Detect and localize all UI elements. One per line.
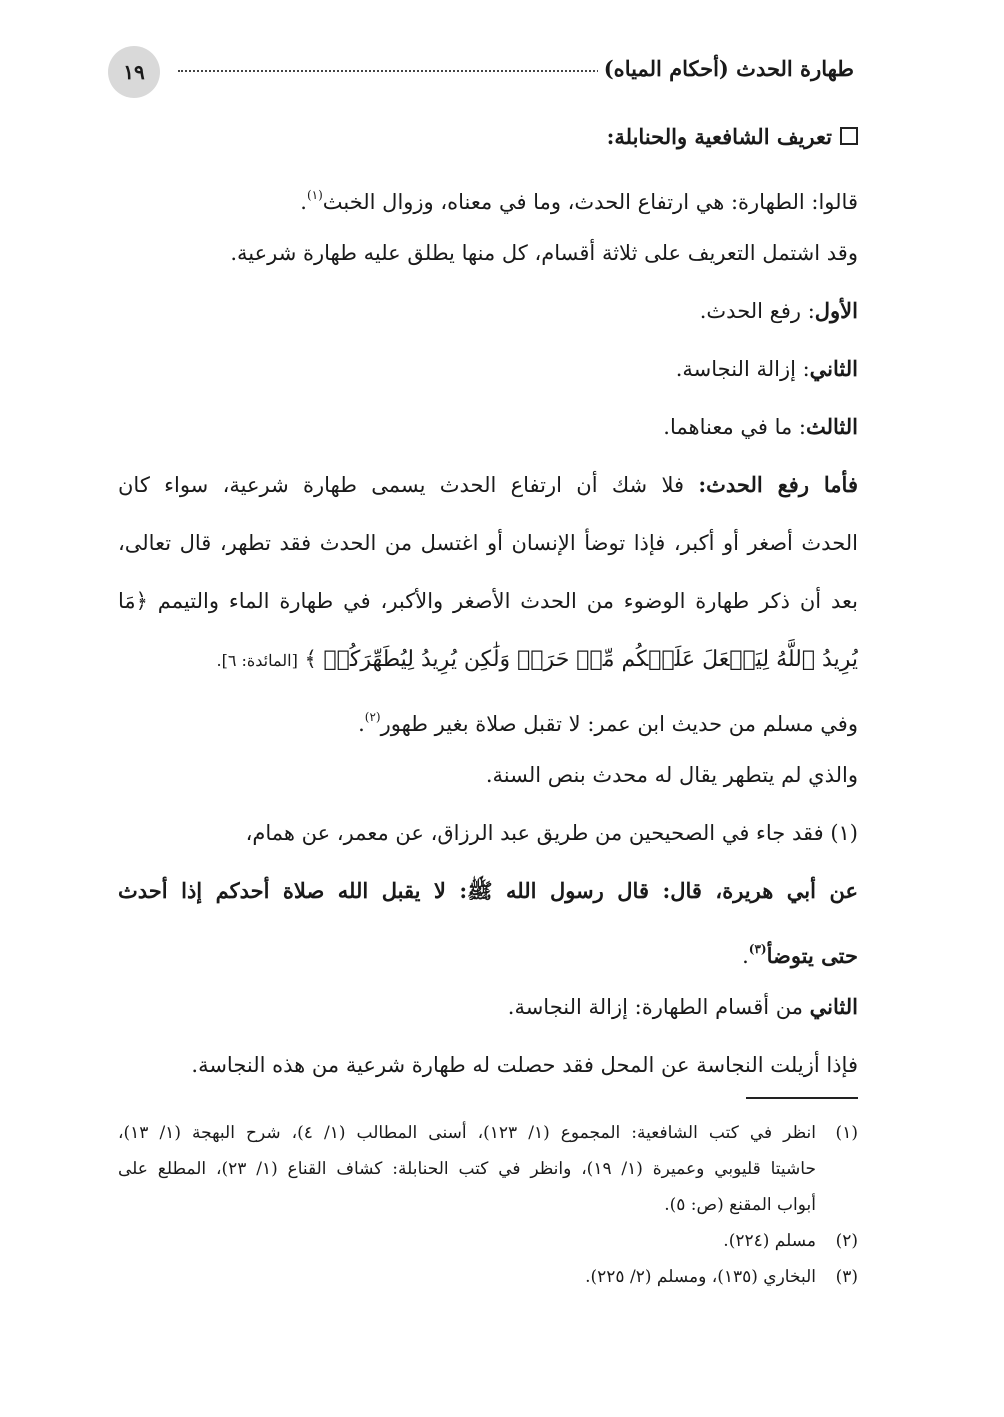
paragraph-muhdith (118, 746, 858, 804)
main-text (118, 108, 858, 1094)
raf-hadath-label: فأما رفع الحدث: (698, 472, 858, 497)
muslim-hadith-end: . (358, 712, 365, 736)
first-label: الأول (814, 298, 858, 323)
definition-end: . (300, 190, 307, 214)
list-item-third (118, 398, 858, 456)
footnote-2 (118, 1226, 858, 1257)
footnote-separator (746, 1097, 858, 1099)
quran-verse: يُرِيدُ ٱللَّهُ لِيَجۡعَلَ عَلَيۡكُم مِّنۡ حَرَجٖ وَلَٰكِن يُرِيدُ لِيُطَهِّرَكُمۡ (323, 647, 858, 672)
second-division-text: من أقسام الطهارة: إزالة النجاسة. (507, 995, 810, 1019)
abu-hurayra-end: . (742, 944, 749, 968)
paragraph-raf-hadath-line1 (118, 456, 858, 514)
footnote-ref-1[interactable]: (١) (306, 188, 323, 202)
paragraph-divisions (118, 224, 858, 282)
footnote-1-text-1: انظر في كتب الشافعية: المجموع (١/ ١٢٣)، أسنى المطالب (١/ ٤)، شرح البهجة (١/ ١٣)، (118, 1123, 816, 1143)
paragraph-raf-hadath-line3 (118, 572, 858, 630)
footnote-1-number: (١) (835, 1123, 858, 1143)
second-division-label: الثاني (809, 994, 858, 1019)
najasa-removal-text: فإذا أزيلت النجاسة عن المحل فقد حصلت له طهارة شرعية من هذه النجاسة. (191, 1053, 858, 1077)
footnote-ref-2[interactable]: (٢) (364, 710, 381, 724)
footnote-2-text: مسلم (٢٢٤). (723, 1231, 816, 1251)
list-item-second (118, 340, 858, 398)
footnote-3-text: البخاري (١٣٥)، ومسلم (٢/ ٢٢٥). (585, 1267, 816, 1287)
second-label: الثاني (809, 356, 858, 381)
paragraph-second-division (118, 978, 858, 1036)
muhdith-text: والذي لم يتطهر يقال له محدث بنص السنة. (485, 763, 858, 787)
quran-reference: [المائدة: ٦]. (216, 651, 298, 670)
paragraph-sahihayn (118, 804, 858, 862)
second-text: : إزالة النجاسة. (675, 357, 810, 381)
footnote-1-line-1 (118, 1118, 858, 1149)
quran-verse-line (118, 630, 858, 688)
third-label: الثالث (806, 414, 858, 439)
footnote-1-line-3 (118, 1190, 858, 1221)
sahihayn-text: (١) فقد جاء في الصحيحين من طريق عبد الرزاق، عن معمر، عن همام، (245, 821, 858, 845)
footnote-3-number: (٣) (835, 1267, 858, 1287)
page-number-badge: ١٩ (108, 46, 160, 98)
footnote-ref-3[interactable]: (٣) (748, 942, 767, 956)
section-heading (118, 108, 858, 166)
footnote-1-line-2 (118, 1154, 858, 1185)
paragraph-abu-hurayra-line1 (118, 862, 858, 920)
list-item-first (118, 282, 858, 340)
footnotes (118, 1118, 858, 1298)
paragraph-muslim-hadith (118, 688, 858, 746)
running-header (108, 46, 854, 98)
chapter-title: طهارة الحدث (أحكام المياه) (598, 56, 854, 81)
paragraph-definition (118, 166, 858, 224)
abu-hurayra-text-2: حتى يتوضأ (766, 943, 858, 968)
quran-close-bracket: ﴾ (297, 647, 324, 671)
paragraph-abu-hurayra-line2 (118, 920, 858, 978)
footnote-1-text-3: أبواب المقنع (ص: ٥). (664, 1195, 816, 1215)
raf-hadath-text-1: فلا شك أن ارتفاع الحدث يسمى طهارة شرعية، سواء كان (118, 473, 699, 497)
divisions-text: وقد اشتمل التعريف على ثلاثة أقسام، كل منها يطلق عليه طهارة شرعية. (230, 241, 858, 265)
third-text: : ما في معناهما. (663, 415, 806, 439)
section-heading-text: تعريف الشافعية والحنابلة: (606, 124, 832, 149)
raf-hadath-text-3: بعد أن ذكر طهارة الوضوء من الحدث الأصغر والأكبر، في طهارة الماء والتيمم ﴿مَا (118, 589, 858, 613)
footnote-3 (118, 1262, 858, 1293)
first-text: : رفع الحدث. (699, 299, 815, 323)
muslim-hadith-text: وفي مسلم من حديث ابن عمر: لا تقبل صلاة بغير طهور (380, 712, 858, 736)
abu-hurayra-text-1: عن أبي هريرة، قال: قال رسول الله ﷺ: لا يقبل الله صلاة أحدكم إذا أحدث (118, 878, 858, 903)
definition-text: قالوا: الطهارة: هي ارتفاع الحدث، وما في معناه، وزوال الخبث (322, 190, 858, 214)
paragraph-najasa-removal (118, 1036, 858, 1094)
footnote-1-text-2: حاشيتا قليوبي وعميرة (١/ ١٩)، وانظر في كتب الحنابلة: كشاف القناع (١/ ٢٣)، المطلع على (118, 1159, 816, 1179)
raf-hadath-text-2: الحدث أصغر أو أكبر، فإذا توضأ الإنسان أو اغتسل من الحدث فقد تطهر، قال تعالى، (118, 531, 858, 555)
paragraph-raf-hadath-line2 (118, 514, 858, 572)
square-bullet-icon (840, 127, 858, 145)
footnote-2-number: (٢) (835, 1231, 858, 1251)
